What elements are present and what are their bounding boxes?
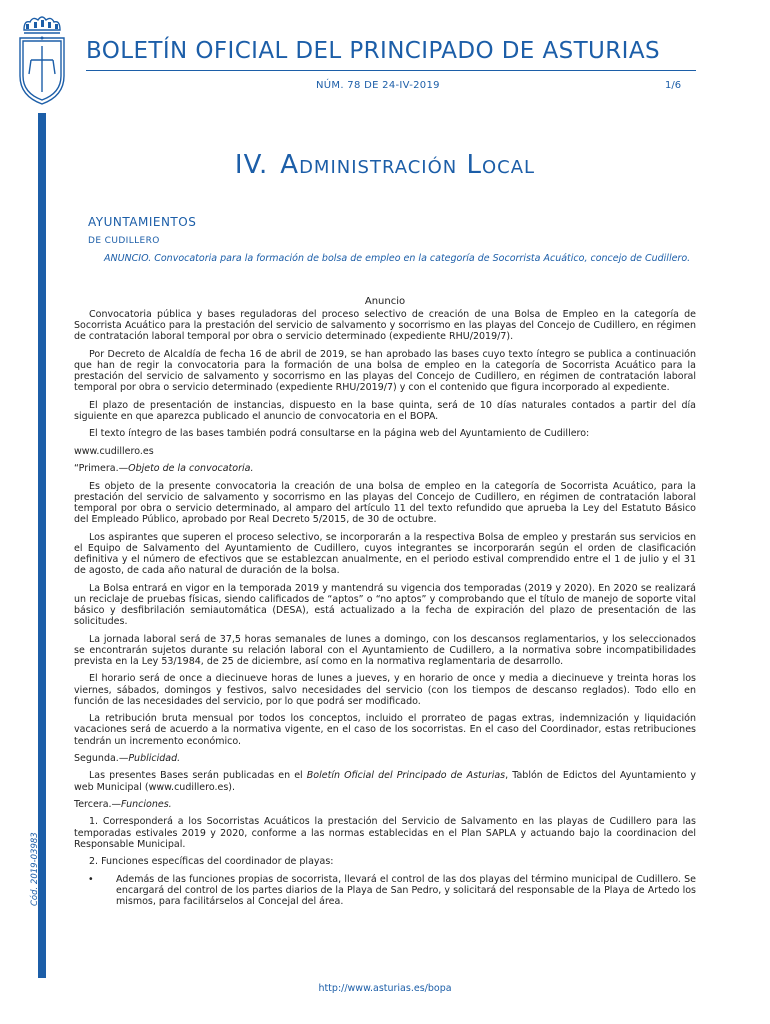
clause-label: Tercera.— [74, 798, 122, 810]
section-title [0, 150, 770, 180]
list-item [74, 874, 696, 908]
clause-heading [74, 799, 696, 810]
clause-heading [74, 753, 696, 764]
paragraph-text: , Tablón de Edictos del Ayuntamiento y web Municipal (www.cudillero.es). [74, 770, 696, 793]
paragraph: Es objeto de la presente convocatoria la creación de una bolsa de empleo en la categoría de Socorrista Acuático, para la prestación del servicio de salvamento y socorrismo en las playas del Concejo de Cudillero, en régimen de contratación laboral temporal por obra o servicio determinado, al amparo del artículo 11 del texto refundido que aprueba la Ley del Estatuto Básico del Empleado Público, aprobado por Real Decreto 5/2015, de 30 de octubre. [74, 480, 696, 526]
paragraph: La jornada laboral será de 37,5 horas semanales de lunes a domingo, con los descansos reglamentarios, y los seleccionados se encontrarán sujetos durante su relación laboral con el Ayuntamiento de Cudillero, a la normativa sobre incompatibilidades prevista en la Ley 53/1984, de 25 de diciembre, así como en la normativa reglamentaria de desarrollo. [74, 633, 696, 667]
paragraph: 2. Funciones específicas del coordinador de playas: [89, 856, 334, 868]
publication-name: Boletín Oficial del Principado de Asturias [306, 770, 506, 782]
paragraph: Por Decreto de Alcaldía de fecha 16 de abril de 2019, se han aprobado las bases cuyo texto íntegro se publica a continuación que han de regir la convocatoria para la formación de una bolsa de empleo en la categoría de Socorrista Acuático para la prestación del servicio de salvamento y socorrismo en las playas del Concejo de Cudillero, en régimen de contratación laboral temporal por obra o servicio determinado (expediente RHU/2019/7) y con el contenido que figura incorporado al expediente. [74, 348, 696, 394]
announcement-summary: ANUNCIO. Convocatoria para la formación de bolsa de empleo en la categoría de Socorrista Acuático, concejo de Cudillero. [104, 253, 691, 264]
paragraph-text: Las presentes Bases serán publicadas en el [89, 770, 307, 782]
asturias-crest-icon [16, 14, 68, 106]
paragraph: 1. Corresponderá a los Socorristas Acuáticos la prestación del Servicio de Salvamento en las playas de Cudillero para las temporadas estivales 2019 y 2020, conforme a las normas establecidas en el Plan SAPLA y actuando bajo la coordinacion del Responsable Municipal. [74, 816, 696, 850]
clause-title: Objeto de la convocatoria. [128, 463, 254, 475]
entity-subname: DE CUDILLERO [88, 236, 160, 246]
list-item-text: Además de las funciones propias de socorrista, llevará el control de las dos playas del término municipal de Cudillero. Se encargará del control de los partes diarios de la Playa de San Pedro, y solicitará del responsable de la Playa de Artedo los mismos, para facilitárselos al Concejal del área. [116, 873, 696, 907]
footer-link[interactable]: http://www.asturias.es/bopa [318, 983, 452, 994]
paragraph: El horario será de once a diecinueve horas de lunes a jueves, y en horario de once y media a diecinueve y treinta horas los viernes, sábados, domingos y festivos, salvo necesidades del servicio (con los tiempos de descanso reglados). Todo ello en función de las necesidades del servicio, por lo que podrá ser modificado. [74, 673, 696, 707]
paragraph: El plazo de presentación de instancias, dispuesto en la base quinta, será de 10 días naturales contados a partir del día siguiente en que aparezca publicado el anuncio de convocatoria en el BOPA. [74, 399, 696, 422]
section-number: IV. [234, 150, 269, 180]
website-text: www.cudillero.es [74, 445, 154, 457]
clause-label: “Primera.— [74, 463, 129, 475]
header-divider [86, 70, 696, 71]
paragraph: La retribución bruta mensual por todos los conceptos, incluido el prorrateo de pagas extras, indemnización y liquidación vacaciones será de acuerdo a la normativa vigente, en el caso de los socorristas. En el caso del Coordinador, estas retribuciones tendrán un incremento económico. [74, 713, 696, 747]
section-name: Administración Local [280, 150, 536, 180]
document-body [74, 309, 696, 913]
issue-number: NÚM. 78 DE 24-IV-2019 [316, 80, 440, 91]
document-heading: Anuncio [364, 296, 406, 307]
paragraph: La Bolsa entrará en vigor en la temporada 2019 y mantendrá su vigencia dos temporadas (2019 y 2020). En 2020 se realizará un reciclaje de pruebas físicas, siendo calificados de “aptos” o “no aptos” y comprobando que el título de manejo de soporte vital básico y desfibrilación semiautomática (DESA), está actualizado a la fecha de expiración del plazo de presentación de las solicitudes. [74, 582, 696, 628]
document-code: Cód. 2019-03983 [30, 832, 40, 906]
paragraph: Los aspirantes que superen el proceso selectivo, se incorporarán a la respectiva Bolsa de empleo y prestarán sus servicios en el Equipo de Salvamento del Ayuntamiento de Cudillero, cuyos integrantes se incorporarán según el orden de clasificación definitiva y el número de efectivos que se establezcan anualmente, en el periodo estival comprendido entre el 1 de julio y el 31 de agosto, de cada año natural de duración de la bolsa. [74, 531, 696, 577]
bullet-icon: • [88, 873, 94, 885]
clause-label: Segunda.— [74, 752, 129, 764]
page-number: 1/6 [665, 80, 682, 91]
clause-heading [74, 463, 696, 474]
masthead-title: BOLETÍN OFICIAL DEL PRINCIPADO DE ASTURIAS [86, 38, 660, 64]
clause-title: Publicidad. [128, 752, 181, 764]
entity-name: AYUNTAMIENTOS [88, 215, 197, 229]
paragraph: Convocatoria pública y bases reguladoras del proceso selectivo de creación de una Bolsa de Empleo en la categoría de Socorrista Acuático para la prestación del servicio de salvamento y socorrismo en las playas del Concejo de Cudillero, en régimen de contratación laboral temporal por obra o servicio determinado (expediente RHU/2019/7). [74, 309, 696, 343]
paragraph: El texto íntegro de las bases también podrá consultarse en la página web del Ayuntamiento de Cudillero: [89, 428, 590, 440]
paragraph [74, 770, 696, 792]
clause-title: Funciones. [121, 798, 172, 810]
